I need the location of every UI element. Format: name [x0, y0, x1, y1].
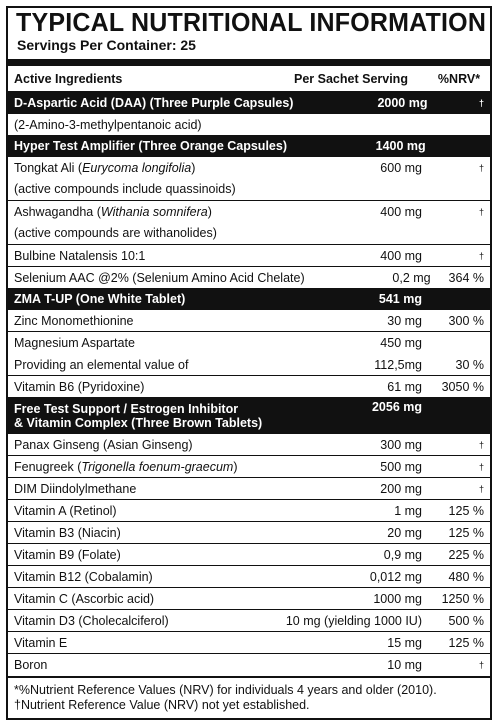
row-name: Vitamin C (Ascorbic acid) — [14, 591, 155, 606]
row-nrv: † — [478, 206, 484, 217]
row-amount: 61 mg — [387, 379, 422, 394]
row-amount: 500 mg — [380, 459, 422, 474]
row-name: Bulbine Natalensis 10:1 — [14, 248, 146, 263]
row-sub: (active compounds are withanolides) — [14, 226, 217, 241]
footnotes — [8, 676, 490, 713]
row-name: Vitamin B9 (Folate) — [14, 547, 121, 562]
panel-title: TYPICAL NUTRITIONAL INFORMATION — [16, 8, 487, 38]
table-row — [8, 201, 490, 245]
row-nrv: 500 % — [448, 613, 484, 628]
row-name: Tongkat Ali (Eurycoma longifolia) — [14, 160, 196, 175]
row-amount: 30 mg — [387, 313, 422, 328]
row-amount: 300 mg — [380, 437, 422, 452]
table-row — [8, 632, 490, 654]
thick-divider — [8, 59, 490, 66]
row-name: DIM Diindolylmethane — [14, 481, 137, 496]
nutrition-panel — [6, 6, 492, 720]
row-name: Boron — [14, 658, 48, 672]
row-amount: 112,5mg — [374, 357, 422, 372]
footnote-nrv: *%Nutrient Reference Values (NRV) for individuals 4 years and older (2010). — [14, 683, 437, 697]
table-row — [8, 610, 490, 632]
row-amount: 0,012 mg — [369, 569, 422, 584]
row-amount: 1000 mg — [373, 591, 422, 606]
table-row — [8, 157, 490, 201]
header-serving: Per Sachet Serving — [294, 71, 408, 86]
header-nrv: %NRV* — [437, 71, 481, 86]
table-row — [8, 500, 490, 522]
row-amount: 400 mg — [380, 204, 422, 219]
row-amount: 0,2 mg — [392, 270, 431, 285]
row-name: Zinc Monomethionine — [14, 313, 134, 328]
row-name: Vitamin D3 (Cholecalciferol) — [14, 613, 169, 628]
row-nrv: † — [478, 660, 484, 670]
table-row — [8, 588, 490, 610]
row-amount: 10 mg — [387, 658, 422, 672]
row-name: Providing an elemental value of — [14, 357, 189, 372]
row-amount: 2056 mg — [371, 400, 422, 414]
row-name: Panax Ginseng (Asian Ginseng) — [14, 437, 193, 452]
row-amount: 450 mg — [380, 336, 422, 350]
table-row — [8, 245, 490, 267]
row-nrv: 225 % — [448, 547, 484, 562]
section-row-daa — [8, 93, 490, 114]
row-sub: (active compounds include quassinoids) — [14, 182, 236, 197]
row-nrv: † — [478, 250, 484, 261]
row-name: Selenium AAC @2% (Selenium Amino Acid Chelate) — [14, 270, 305, 285]
row-nrv: † — [478, 439, 484, 450]
row-nrv: † — [478, 483, 484, 494]
table-row — [8, 434, 490, 456]
row-amount: 20 mg — [387, 525, 422, 540]
row-amount: 15 mg — [387, 635, 422, 650]
table-row — [8, 354, 490, 376]
row-nrv: 1250 % — [441, 591, 484, 606]
row-name: Magnesium Aspartate — [14, 336, 135, 350]
row-nrv: 300 % — [448, 313, 484, 328]
header-ingredients: Active Ingredients — [14, 71, 123, 86]
row-amount: 1 mg — [394, 503, 422, 518]
row-amount: 400 mg — [380, 248, 422, 263]
row-amount: 0,9 mg — [383, 547, 422, 562]
row-name: (2-Amino-3-methylpentanoic acid) — [14, 117, 202, 132]
section-row-fts — [8, 398, 490, 434]
table-row — [8, 332, 490, 354]
section-row-zma — [8, 289, 490, 310]
table-row — [8, 376, 490, 398]
row-name: Ashwagandha (Withania somnifera) — [14, 204, 212, 219]
row-nrv: † — [478, 98, 484, 108]
row-name: Vitamin A (Retinol) — [14, 503, 117, 518]
table-row — [8, 478, 490, 500]
row-nrv: 480 % — [448, 569, 484, 584]
table-header — [8, 66, 490, 93]
table-row — [8, 654, 490, 676]
section-row-hta — [8, 136, 490, 157]
table-row — [8, 544, 490, 566]
row-name: D-Aspartic Acid (DAA) (Three Purple Capsules) — [14, 96, 294, 110]
row-nrv: 125 % — [448, 525, 484, 540]
row-nrv: † — [478, 461, 484, 472]
row-amount: 541 mg — [378, 292, 422, 306]
row-amount: 200 mg — [380, 481, 422, 496]
row-name: Free Test Support / Estrogen Inhibitor & Vitamin Complex (Three Brown Tablets) — [14, 401, 263, 430]
row-name: Hyper Test Amplifier (Three Orange Capsules) — [14, 139, 287, 153]
row-name: ZMA T-UP (One White Tablet) — [14, 292, 186, 306]
footnote-dagger: †Nutrient Reference Value (NRV) not yet established. — [14, 698, 310, 712]
table-row — [8, 114, 490, 136]
table-row — [8, 456, 490, 478]
row-amount: 2000 mg — [377, 96, 428, 110]
row-name: Vitamin E — [14, 635, 68, 650]
row-name: Vitamin B3 (Niacin) — [14, 525, 121, 540]
row-name: Vitamin B6 (Pyridoxine) — [14, 379, 145, 394]
nutrition-table — [8, 66, 490, 676]
row-amount: 10 mg (yielding 1000 IU) — [285, 613, 422, 628]
row-name: Fenugreek (Trigonella foenum-graecum) — [14, 459, 238, 474]
table-row — [8, 566, 490, 588]
table-row — [8, 522, 490, 544]
row-nrv: 364 % — [448, 270, 484, 285]
row-nrv: 125 % — [448, 503, 484, 518]
row-nrv: 30 % — [455, 357, 484, 372]
table-row — [8, 267, 490, 289]
row-amount: 1400 mg — [375, 139, 426, 153]
row-nrv: 3050 % — [441, 379, 484, 394]
row-nrv: † — [478, 162, 484, 173]
servings-per-container: Servings Per Container: 25 — [17, 37, 196, 53]
row-name: Vitamin B12 (Cobalamin) — [14, 569, 153, 584]
row-nrv: 125 % — [448, 635, 484, 650]
row-amount: 600 mg — [380, 160, 422, 175]
table-row — [8, 310, 490, 332]
